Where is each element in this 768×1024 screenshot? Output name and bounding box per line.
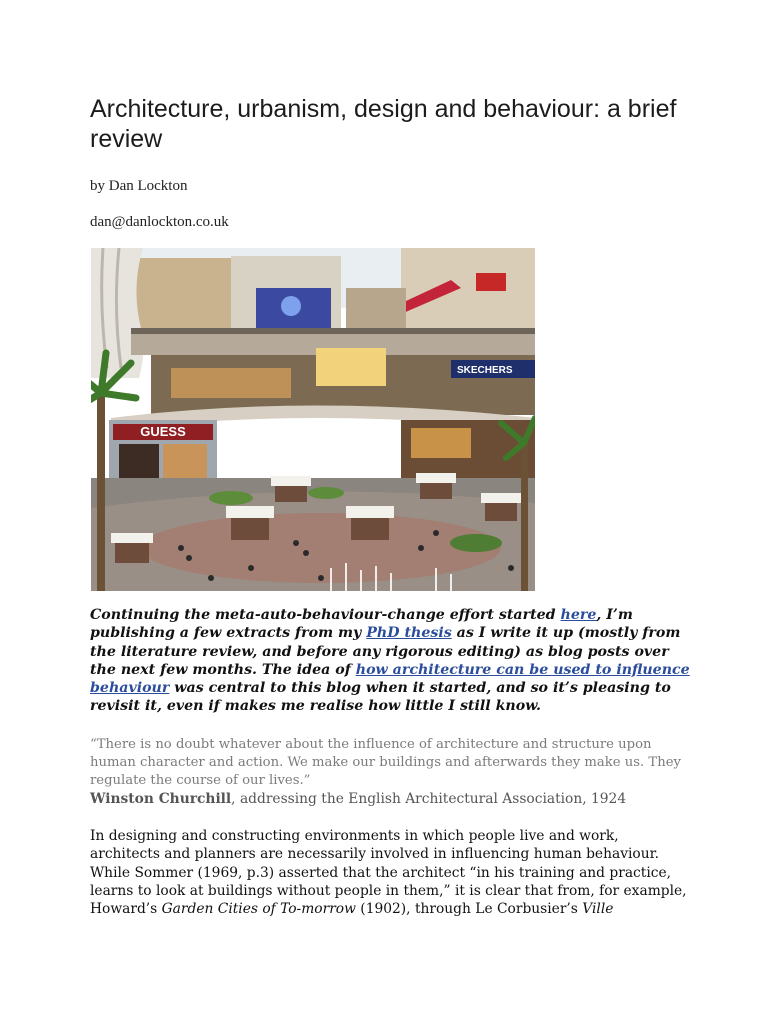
garden-cities-title: Garden Cities of To-morrow: [161, 901, 356, 918]
intro-text-2: , I’m publishing a few extracts from my: [90, 607, 633, 642]
here-link[interactable]: here: [560, 607, 597, 623]
attribution-name: Winston Churchill: [90, 791, 232, 807]
mall-plaza-photo: [91, 248, 535, 591]
ville-title: Ville: [582, 901, 614, 918]
intro-text-1: Continuing the meta-auto-behaviour-change effort started: [90, 607, 561, 623]
attribution-rest: , addressing the English Architectural Association, 1924: [231, 791, 627, 807]
quote-attribution: [90, 790, 690, 808]
intro-paragraph: [90, 606, 690, 716]
body-paragraph: [90, 827, 690, 918]
guess-sign: GUESS: [140, 424, 186, 439]
body-text-2: (1902), through Le Corbusier’s: [355, 901, 583, 918]
author-email: dan@danlockton.co.uk: [90, 214, 229, 230]
byline: by Dan Lockton: [90, 178, 188, 194]
skechers-sign: SKECHERS: [457, 365, 513, 376]
churchill-quote: “There is no doubt whatever about the influence of architecture and structure upon human character and action. We make our buildings and afterwards they make us. They regulate the course of our lives.”: [90, 737, 681, 789]
intro-text-4: was central to this blog when it started, and so it’s pleasing to revisit it, even if makes me realise how little I still know.: [90, 680, 671, 715]
body-text-1: In designing and constructing environments in which people live and work, architects and planners are necessarily involved in influencing human behaviour. While Sommer (1969, p.3) asserted that the architect “in his training and practice, learns to look at buildings without people in them,” it is clear that from, for example, Howard’s: [90, 828, 687, 918]
phd-thesis-link[interactable]: PhD thesis: [366, 625, 452, 642]
page-title: Architecture, urbanism, design and behaviour: a brief review: [90, 95, 677, 153]
architecture-behaviour-link[interactable]: how architecture can be used to influence behaviour: [90, 661, 690, 697]
intro-text-3: as I write it up (mostly from the literature review, and before any rigorous editing) as blog posts over the next few months. The idea of: [90, 625, 681, 678]
